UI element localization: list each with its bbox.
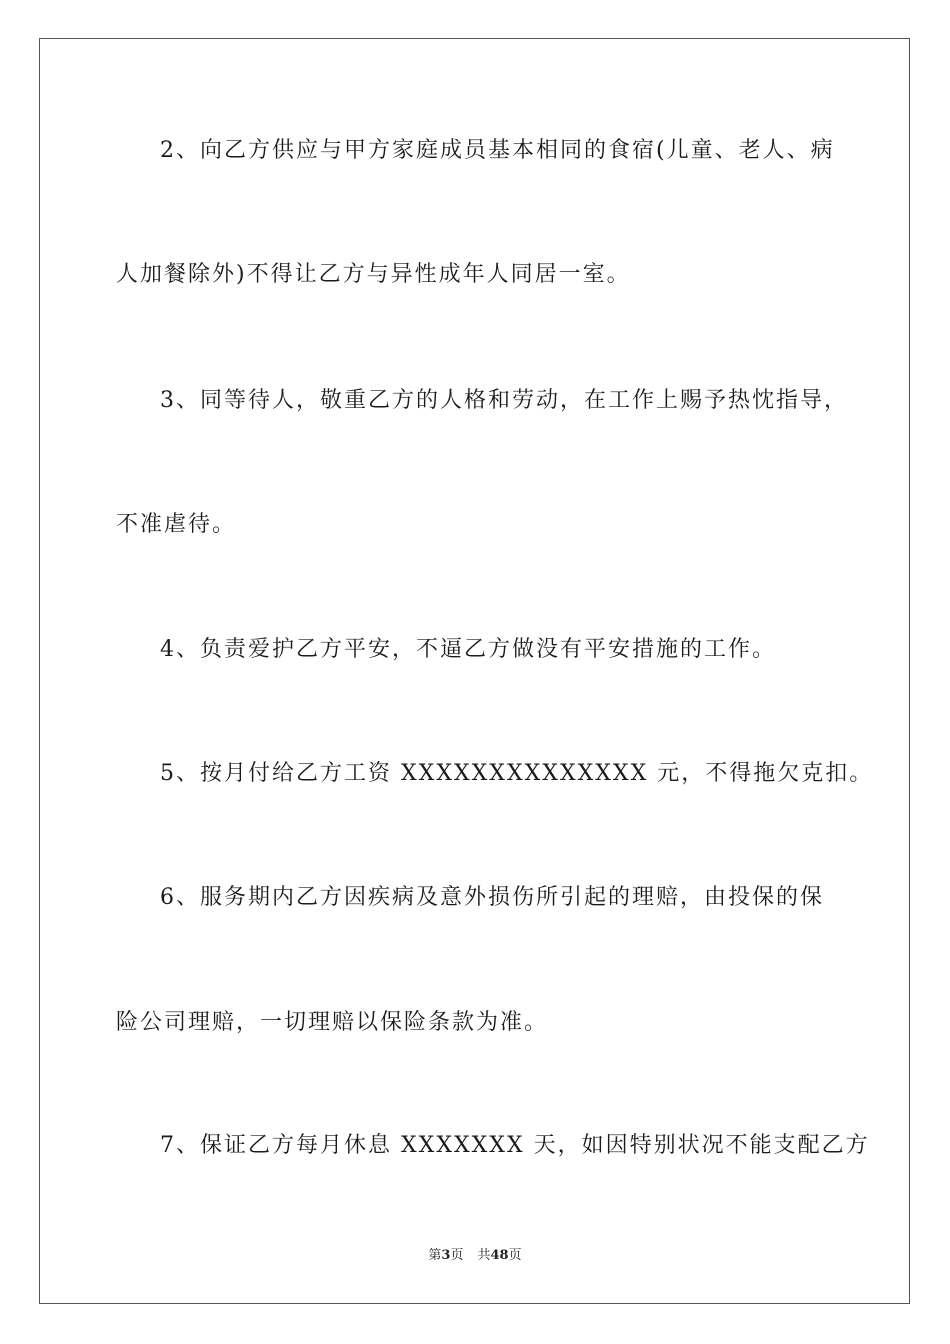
paragraph-7-line-1: 7、保证乙方每月休息 XXXXXXX 天，如因特别状况不能支配乙方 [160,1133,870,1158]
footer-page-suffix: 页 [450,1248,464,1263]
footer-page-number: 3 [441,1248,451,1263]
paragraph-6-line-1: 6、服务期内乙方因疾病及意外损伤所引起的理赔，由投保的保 [160,885,824,910]
footer-total-pages: 48 [490,1248,509,1263]
footer-total-suffix: 页 [508,1248,522,1263]
page-border [39,38,910,1304]
paragraph-2-line-1: 2、向乙方供应与甲方家庭成员基本相同的食宿(儿童、老人、病 [160,138,835,163]
paragraph-2-line-2: 人加餐除外)不得让乙方与异性成年人同居一室。 [116,262,631,287]
footer-page-prefix: 第 [428,1248,442,1263]
page-footer [0,1247,950,1265]
paragraph-3-line-2: 不准虐待。 [116,512,237,537]
paragraph-4-line-1: 4、负责爱护乙方平安，不逼乙方做没有平安措施的工作。 [160,637,776,662]
paragraph-5-line-1: 5、按月付给乙方工资 XXXXXXXXXXXXXX 元，不得拖欠克扣。 [160,761,874,786]
paragraph-3-line-1: 3、同等待人，敬重乙方的人格和劳动，在工作上赐予热忱指导， [160,388,848,413]
footer-total-prefix: 共 [477,1248,491,1263]
paragraph-6-line-2: 险公司理赔，一切理赔以保险条款为准。 [116,1010,549,1035]
